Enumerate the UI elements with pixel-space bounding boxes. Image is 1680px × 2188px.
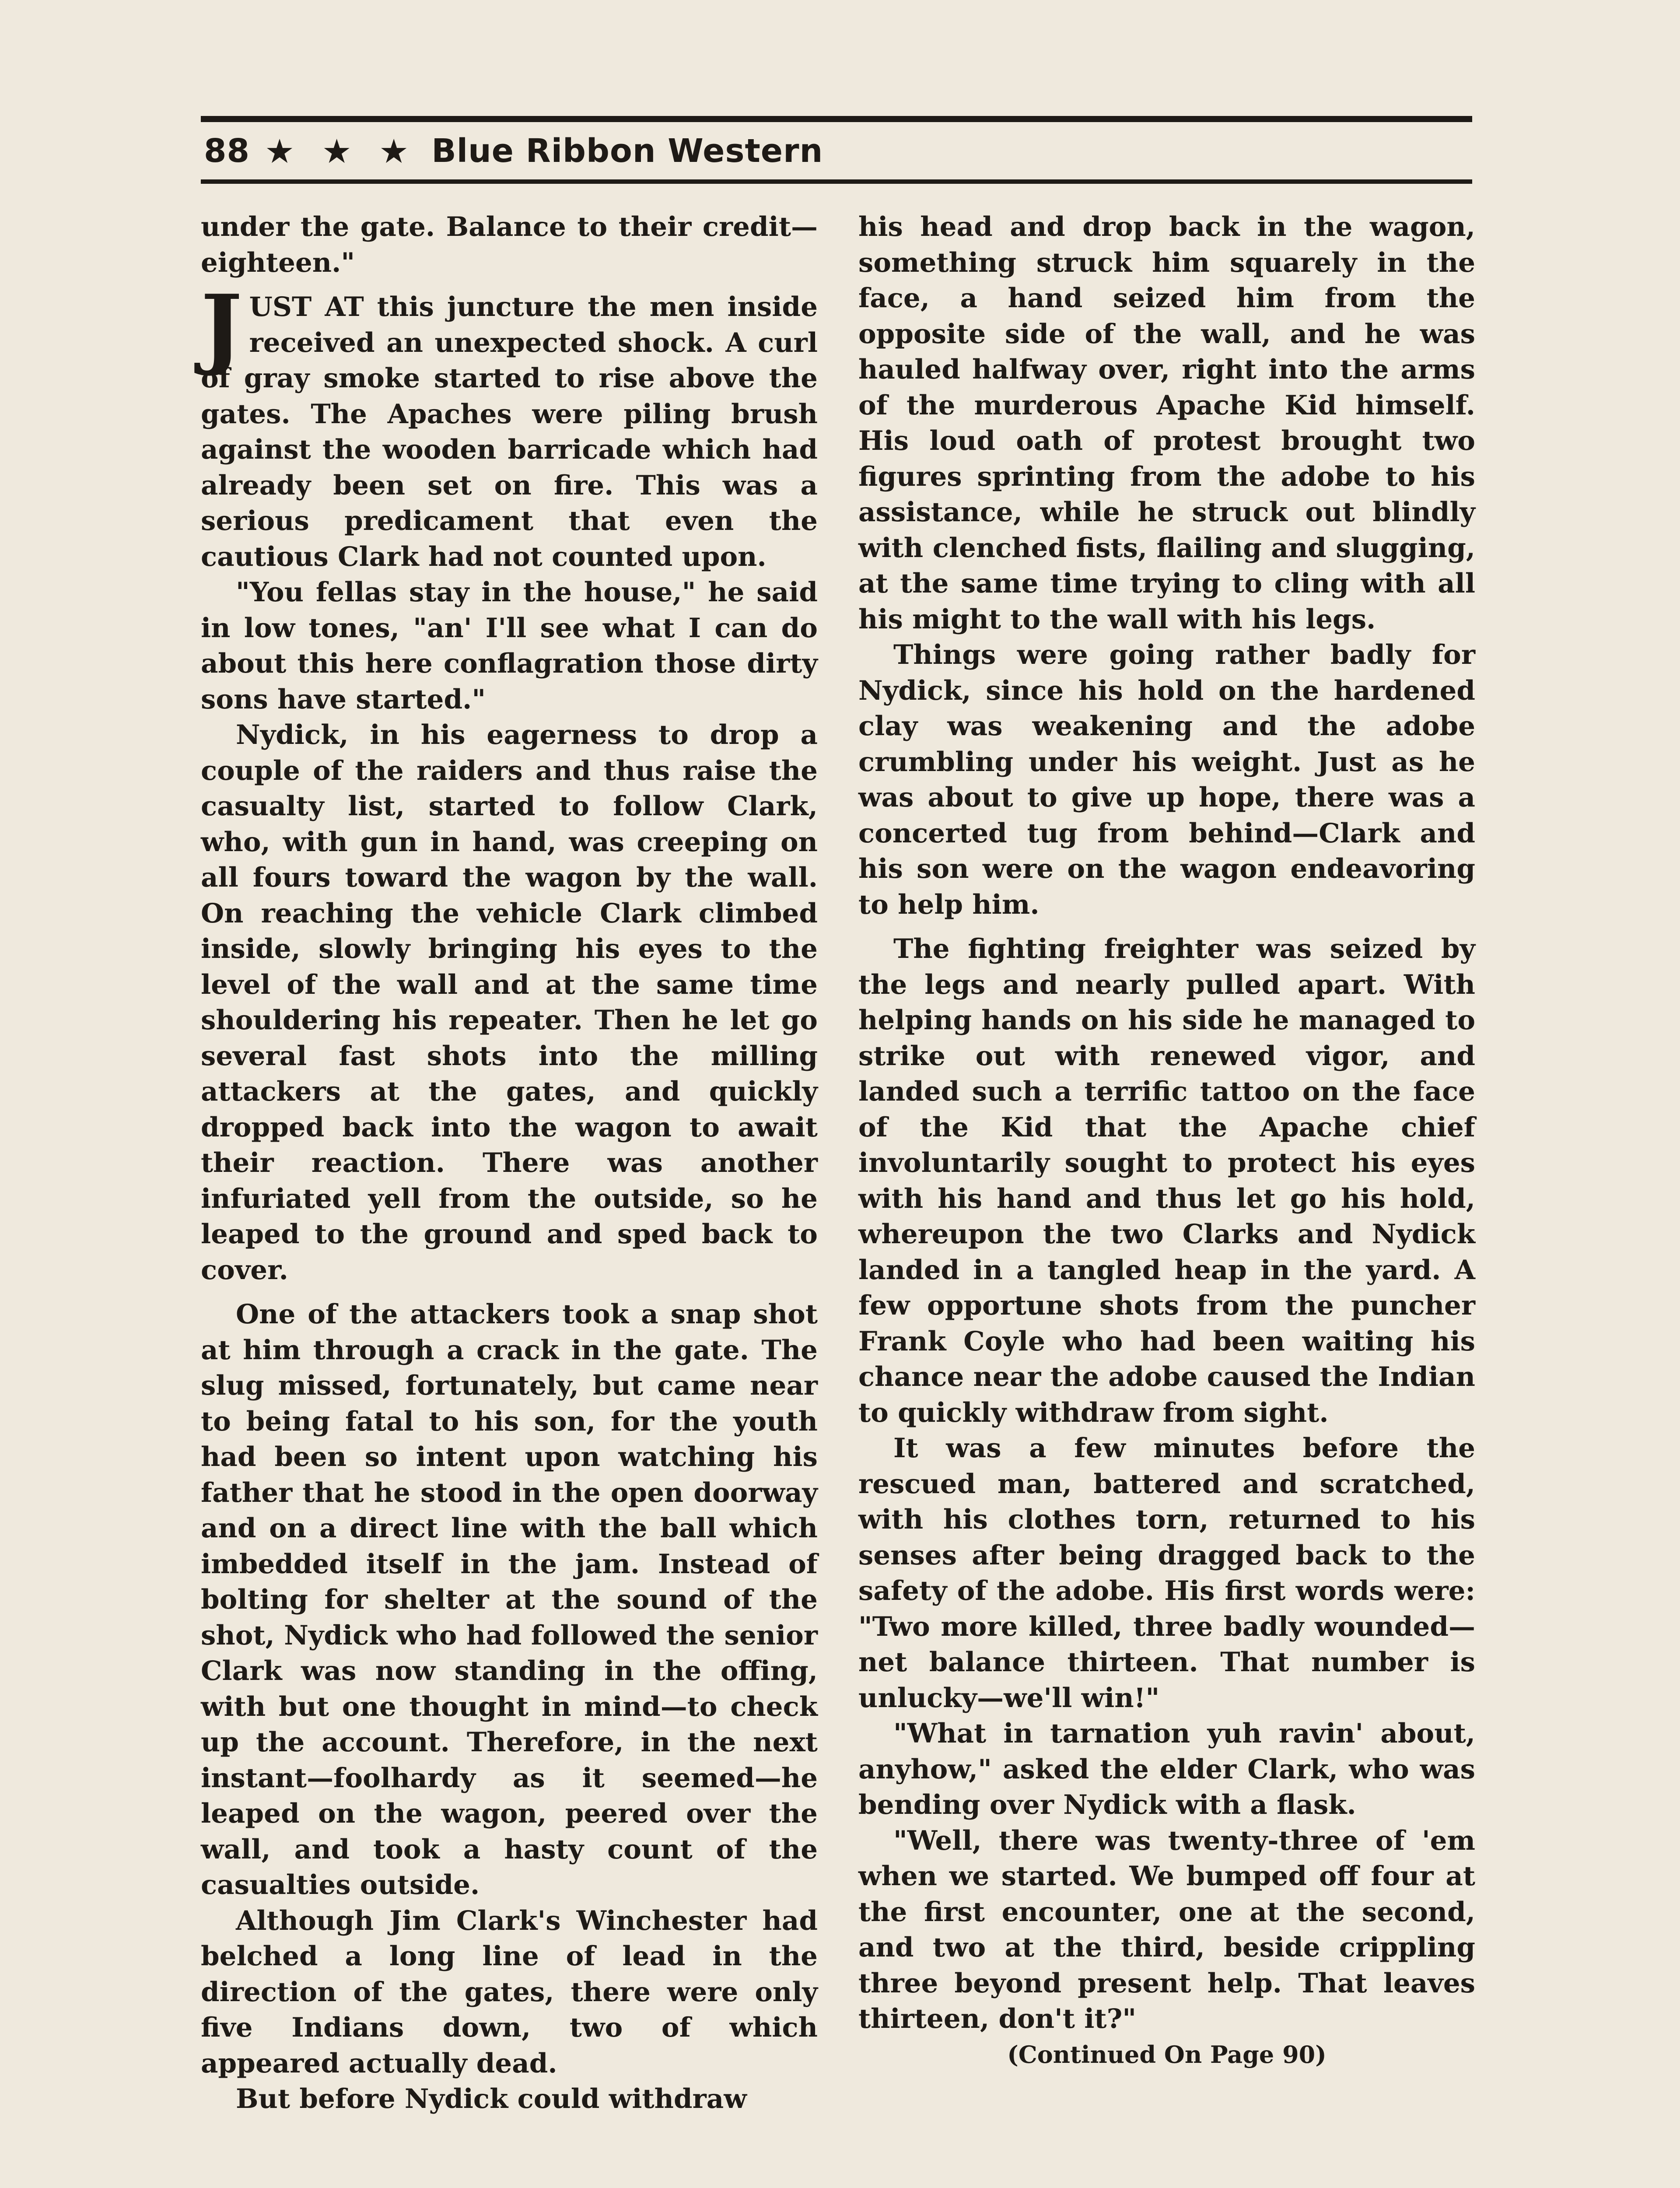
paragraph: Nydick, in his eagerness to drop a couple of the raiders and thus raise the casualty list, started to follow Clark, who, with gun in hand, was creeping on all fours toward the wagon by the wall. On reaching the vehicle Clark climbed inside, slowly bringing his eyes to the level of the wall and at the same time shouldering his repeater. Then he let go several fast shots into the milling attackers at the gates, and quickly dropped back into the wagon to await their reaction. There was another infuriated yell from the outside, so he leaped to the ground and sped back to cover.	[201, 719, 818, 1286]
drop-cap: J	[201, 276, 242, 379]
paragraph: under the gate. Balance to their credit—eighteen."	[201, 211, 818, 278]
paragraph: "What in tarnation yuh ravin' about, anyhow," asked the elder Clark, who was bending over Nydick with a flask.	[858, 1718, 1475, 1820]
page-number: 88	[204, 132, 250, 170]
star-icons: ★ ★ ★	[264, 131, 417, 171]
paragraph-dropcap	[201, 276, 818, 575]
paragraph: "You fellas stay in the house," he said in low tones, "an' I'll see what I can do about this here conflagration those dirty sons have started."	[201, 577, 818, 715]
paragraph: The fighting freighter was seized by the legs and nearly pulled apart. With helping hands on his side he managed to strike out with renewed vigor, and landed such a terrific tattoo on the face of the Kid that the Apache chief involuntarily sought to protect his eyes with his hand and thus let go his hold, whereupon the two Clarks and Nydick landed in a tangled heap in the yard. A few opportune shots from the puncher Frank Coyle who had been waiting his chance near the adobe caused the Indian to quickly withdraw from sight.	[858, 933, 1475, 1428]
page-header	[204, 127, 823, 175]
continued-notice: (Continued On Page 90)	[1007, 2040, 1326, 2069]
paragraph: his head and drop back in the wagon, something struck him squarely in the face, a hand seized him from the opposite side of the wall, and he was hauled halfway over, right into the arms of the murderous Apache Kid himself. His loud oath of protest brought two figures sprinting from the adobe to his assistance, while he struck out blindly with clenched fists, flailing and slugging, at the same time trying to cling with all his might to the wall with his legs.	[858, 211, 1475, 635]
paragraph: "Well, there was twenty-three of 'em when we started. We bumped off four at the first encounter, one at the second, and two at the third, beside crippling three beyond present help. That leaves thirteen, don't it?"	[858, 1825, 1475, 2034]
left-column	[201, 209, 818, 2117]
right-column	[858, 209, 1475, 2072]
header-top-rule	[201, 116, 1472, 122]
paragraph: One of the attackers took a snap shot at him through a crack in the gate. The slug missed, fortunately, but came near to being fatal to his son, for the youth had been so intent upon watching his father that he stood in the open doorway and on a direct line with the ball which imbedded itself in the jam. Instead of bolting for shelter at the sound of the shot, Nydick who had followed the senior Clark was now standing in the offing, with but one thought in mind—to check up the account. Therefore, in the next instant—foolhardy as it seemed—he leaped on the wagon, peered over the wall, and took a hasty count of the casualties outside.	[201, 1299, 818, 1900]
paragraph: But before Nydick could withdraw	[236, 2083, 747, 2114]
paragraph: Things were going rather badly for Nydick, since his hold on the hardened clay was weakening and the adobe crumbling under his weight. Just as he was about to give up hope, there was a concerted tug from behind—Clark and his son were on the wagon endeavoring to help him.	[858, 639, 1475, 920]
paragraph: It was a few minutes before the rescued man, battered and scratched, with his clothes torn, returned to his senses after being dragged back to the safety of the adobe. His first words were: "Two more killed, three badly wounded—net balance thirteen. That number is unlucky—we'll win!"	[858, 1433, 1475, 1714]
paragraph: Although Jim Clark's Winchester had belched a long line of lead in the direction of the gates, there were only five Indians down, two of which appeared actually dead.	[201, 1905, 818, 2079]
magazine-title: Blue Ribbon Western	[431, 132, 823, 170]
paragraph-text: UST AT this juncture the men inside received an unexpected shock. A curl of gray smoke started to rise above the gates. The Apaches were piling brush against the wooden barricade which had already been set on fire. This was a serious predicament that even the cautious Clark had not counted upon.	[201, 291, 818, 572]
header-bottom-rule	[201, 179, 1472, 184]
